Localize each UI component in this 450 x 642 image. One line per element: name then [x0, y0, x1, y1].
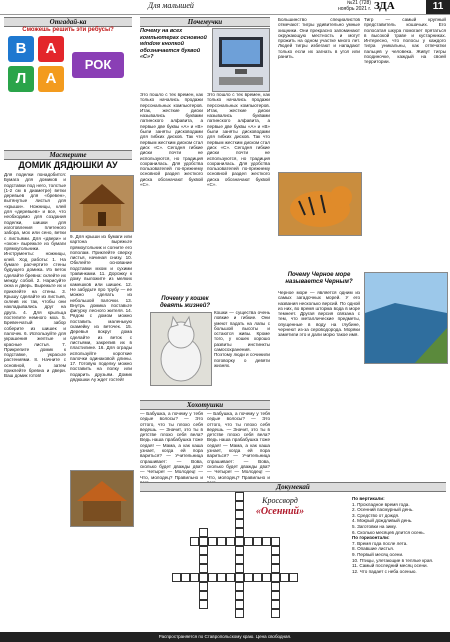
crossword-cell[interactable] [271, 573, 280, 582]
crossword-cell[interactable] [226, 573, 235, 582]
clue-11: 11. Самый последний месяц осени. [352, 563, 428, 569]
tiger-text-col2: Тигр — самый крупный представитель кошачьих. Его полосатая шкура помогает прятаться в высокой траве и кустарниках. Интересно, что полосы у каждого тигра уникальны, как отпечатки пальцев у человека. Живут тигры поодиночке, каждый на своей территории. [364, 17, 446, 65]
page-number: 11 [426, 0, 450, 14]
crossword-cell[interactable] [208, 573, 217, 582]
crossword-cell[interactable] [181, 573, 190, 582]
crossword-cell[interactable] [208, 537, 217, 546]
question-cats: Почему у кошек девять жизней? [159, 296, 211, 309]
crossword-cell[interactable] [235, 501, 244, 510]
crossword-cell[interactable] [271, 609, 280, 618]
craft-text-col1: Для поделки понадобится: Бумага для домиков и подставки под него, толстые (1-2 см в диаметре) ветки деревьев для «бревен», вытянутые листья для «крыши». Ножницы, клей для «деревьев» и все, что необходимо для создания поделки, шишки для изготовления плетеного забора, мох или сено, ветки с листьями. Для «двери» и «окон» вырежьте из бумаги прямоугольники. Инструменты: ножницы, клей. Ход работы: 1. На бумаге расчертите стены будущего домика. Из веток сделайте бревна: склейте их между собой. 2. Нарисуйте окна и дверь. Вырежьте их и приклейте на стены. 3. Крышу сделайте из листьев, склеив их так, чтобы они накладывались друг на друга. 4. Для крыльца постелите немного мха. 5. Бревенчатый забор соберите из шишек и палочек. 6. Используйте для украшения желтые и красные листья. 7. Прикрепите домик к подставке, украсьте растениями. 8. Начните с основной, а затем приклейте бревна и двери. Ваш домик готов! [4, 172, 66, 379]
jokes-col2: — Бабушка, а почему у тебя седые волосы? — Это оттого, что ты плохо себя ведешь. — Значит, это ты в детстве плохо себя вела? Ведь наша прабабушка тоже седая! — Мама, а как каша узнает, когда ей пора вариться? — Учительница спрашивает: — Вова, сколько будет дважды два? — Четыре! — Молодец! — Что, молодец? Правильно и [207, 411, 270, 480]
crossword-cell[interactable] [271, 546, 280, 555]
rubric-hohotushki: Хохотушки [140, 400, 270, 410]
crossword-cell[interactable] [199, 528, 208, 537]
crossword-cell[interactable] [271, 600, 280, 609]
crossword-cell[interactable] [235, 519, 244, 528]
clue-9: 9. Первый месяц осени. [352, 551, 404, 557]
crossword-cell[interactable] [244, 537, 253, 546]
crossword-cell[interactable] [217, 537, 226, 546]
crossword-cell[interactable] [199, 582, 208, 591]
clue-10: 10. Птицы, улетающие в теплые края. [352, 557, 434, 563]
rebus-letter-3: Л [8, 66, 34, 92]
crossword-cell[interactable] [172, 573, 181, 582]
crossword-cell[interactable] [199, 537, 208, 546]
clue-8: 8. Опавшие листья. [352, 546, 395, 552]
crossword-cell[interactable] [235, 591, 244, 600]
crossword-cell[interactable] [262, 537, 271, 546]
crossword-cell[interactable] [217, 573, 226, 582]
crossword-cell[interactable] [226, 537, 235, 546]
tiger-text-col1: Большинство специалистов отмечают: тигры удивительно умные хищники. Они прекрасно запоминают окружающую местность и могут прожить на одном участке много лет. Людей тигры избегают и нападают только если их загнать в угол или ранить. [278, 17, 360, 60]
crossword-cell[interactable] [235, 528, 244, 537]
crossword-cell[interactable] [235, 510, 244, 519]
crossword-cell[interactable] [235, 582, 244, 591]
craft-photo-2 [70, 470, 134, 527]
computer-photo [212, 28, 270, 92]
section-title: Для малышей [148, 1, 194, 10]
crossword-cell[interactable] [253, 537, 262, 546]
answer-black-sea: Черное море — является одним из самых загадочных морей. У его названия несколько версий. По одной из них, во время шторма вода в море темнеет. Другая версия связана с тем, что металлические предметы, опущенные в воду на глубине, чернеют из-за сероводорода. Моряки заметили это и дали морю такое имя. [278, 290, 360, 338]
rebus-subtitle: Сможешь решить эти ребусы? [22, 27, 114, 33]
issue-date: ноябрь 2021 г. [337, 5, 371, 12]
rubric-pochemuchki: Почемучки [140, 17, 270, 27]
crossword-cell[interactable] [271, 537, 280, 546]
clue-6: 6. Сколько месяцев длится осень. [352, 529, 425, 535]
crossword-cell[interactable] [235, 600, 244, 609]
question-black-sea: Почему Черное море называется Черным? [285, 272, 353, 285]
tiger-icon [279, 173, 361, 235]
crossword-cell[interactable] [199, 591, 208, 600]
crossword-cell[interactable] [235, 564, 244, 573]
crossword-cell[interactable] [271, 555, 280, 564]
crossword-cell[interactable] [289, 573, 298, 582]
answer-cats: Кошки — существа очень ловкие и гибкие. Они умеют падать на лапы с большой высоты и остаются живы. Кроме того, у кошек хорошо развиты инстинкты самосохранения. Поэтому люди и сочинили поговорку о девяти жизнях. [214, 310, 270, 368]
article-title-domik: ДОМИК ДЯДЮШКИ АУ [18, 160, 118, 170]
cat-icon [151, 313, 211, 385]
crossword-cell[interactable] [199, 564, 208, 573]
jokes-col1: — Бабушка, а почему у тебя седые волосы? — Это оттого, что ты плохо себя ведешь. — Значит, это ты в детстве плохо себя вела? Ведь наша прабабушка тоже седая! — Мама, а как каша узнает, когда ей пора вариться? — Учительница спрашивает: — Вова, сколько будет дважды два? — Четыре! — Молодец! — Что, молодец? Правильно и [140, 411, 203, 480]
rubric-masterite: Мастерите [4, 150, 132, 160]
craft-photo-1 [70, 175, 134, 232]
issue-info [326, 1, 371, 12]
crossword-cell[interactable] [190, 537, 199, 546]
rebus-letter-5: РОК [72, 52, 124, 78]
clue-5: 5. Заготовки на зиму. [352, 523, 397, 529]
rebus-letter-4: А [38, 66, 64, 92]
crossword-cell[interactable] [235, 546, 244, 555]
crossword-cell[interactable] [235, 573, 244, 582]
crossword-title: Кроссворд [262, 496, 298, 505]
issue-number: №21 (728) [347, 0, 371, 6]
clue-7: 7. Время года после лета. [352, 540, 408, 546]
clue-2: 2. Осенний пасмурный день. [352, 507, 414, 513]
page-footer: Распространяется по Ставропольскому краю. Цена свободная. [0, 632, 450, 642]
crossword-subtitle: «Осенний» [255, 506, 305, 517]
crossword-cell[interactable] [199, 573, 208, 582]
crossword-cell[interactable] [190, 573, 199, 582]
crossword-cell[interactable] [235, 537, 244, 546]
sea-coast-icon [365, 273, 447, 363]
rebus-letter-2: А [38, 36, 64, 62]
clue-1: 1. Прохладное время года. [352, 501, 410, 507]
crossword-cell[interactable] [280, 573, 289, 582]
crossword-cell[interactable] [244, 573, 253, 582]
answer-computer-col2: Это пошло с тех времен, как только начались продажи персональных компьютеров. Итак, жесткие диски назывались буквами латинского алфавита, а первые две буквы «А» и «В» были заняты дисководами для гибких дисков. Так что первым жестким диском стал диск «С». Сегодня гибкие диски почти не используются, но традиция сохранилась. Для удобства пользователей по-прежнему основной раздел жесткого диска обозначают буквой «С». [207, 92, 270, 188]
crossword-cell[interactable] [271, 582, 280, 591]
crossword-clues [352, 496, 446, 630]
crossword-cell[interactable] [271, 564, 280, 573]
page-header [0, 0, 450, 15]
clue-12: 12. Что падает с неба осенью. [352, 568, 417, 574]
clues-heading-horizontal: По горизонтали: [352, 535, 390, 541]
tiger-photo [278, 172, 362, 236]
cat-photo [150, 312, 212, 386]
rebus-letter-1: В [8, 36, 34, 62]
clue-4: 4. Мокрый дождливый день. [352, 518, 413, 524]
crossword-cell[interactable] [199, 600, 208, 609]
crossword-cell[interactable] [262, 573, 271, 582]
crossword-cell[interactable] [271, 591, 280, 600]
house-illustration [71, 176, 133, 231]
finished-house-icon [71, 471, 133, 526]
question-computer: Почему на всех компьютерах основной window кнопкой обозначается буквой «С»? [140, 28, 207, 60]
rebus-letters [6, 34, 128, 98]
answer-computer-col1: Это пошло с тех времен, как только начались продажи персональных компьютеров. Итак, жесткие диски назывались буквами латинского алфавита, а первые две буквы «А» и «В» были заняты дисководами для гибких дисков. Так что первым жестким диском стал диск «С». Сегодня гибкие диски почти не используются, но традиция сохранилась. Для удобства пользователей по-прежнему основной раздел жесткого диска обозначают буквой «С». [140, 92, 203, 188]
crossword-cell[interactable] [235, 492, 244, 501]
clue-3: 3. Средство от дождя. [352, 512, 400, 518]
sea-photo [364, 272, 448, 364]
newspaper-logo: ЗДА [374, 0, 395, 12]
crossword-cell[interactable] [253, 573, 262, 582]
crossword-cell[interactable] [199, 546, 208, 555]
rubric-otgadayka: Отгадай-ка [4, 17, 132, 27]
rubric-dokumekay: Докумекай [140, 482, 446, 492]
craft-text-col2: 9. Для крыши из бумаги или картона вырежьте прямоугольник и согните его пополам. Приклейте сверху листья, начиная снизу. 10. Обклейте основание подставки мхом и сухими травинками. 11. Дорожку к дому выложите из мелких камешков или шишек. 12. Не забудьте про трубу — ее можно сделать из небольшой палочки. 13. Внутрь домика поставьте фигурку лесного жителя. 14. Рядом с домом можно поставить маленькую скамейку из веточек. 15. Деревья вокруг дома сделайте из веток с листьями, закрепив их в пластилине. 16. Для ограды используйте короткие палочки одинаковой длины. 17. Готовую поделку можно поставить на полку или подарить друзьям. Домик дядюшки Ау ждет гостей! [70, 234, 132, 383]
crossword-cell[interactable] [235, 609, 244, 618]
crossword-cell[interactable] [235, 555, 244, 564]
crossword-cell[interactable] [199, 555, 208, 564]
monitor-icon [213, 29, 269, 91]
clues-heading: По вертикали: [352, 496, 385, 501]
